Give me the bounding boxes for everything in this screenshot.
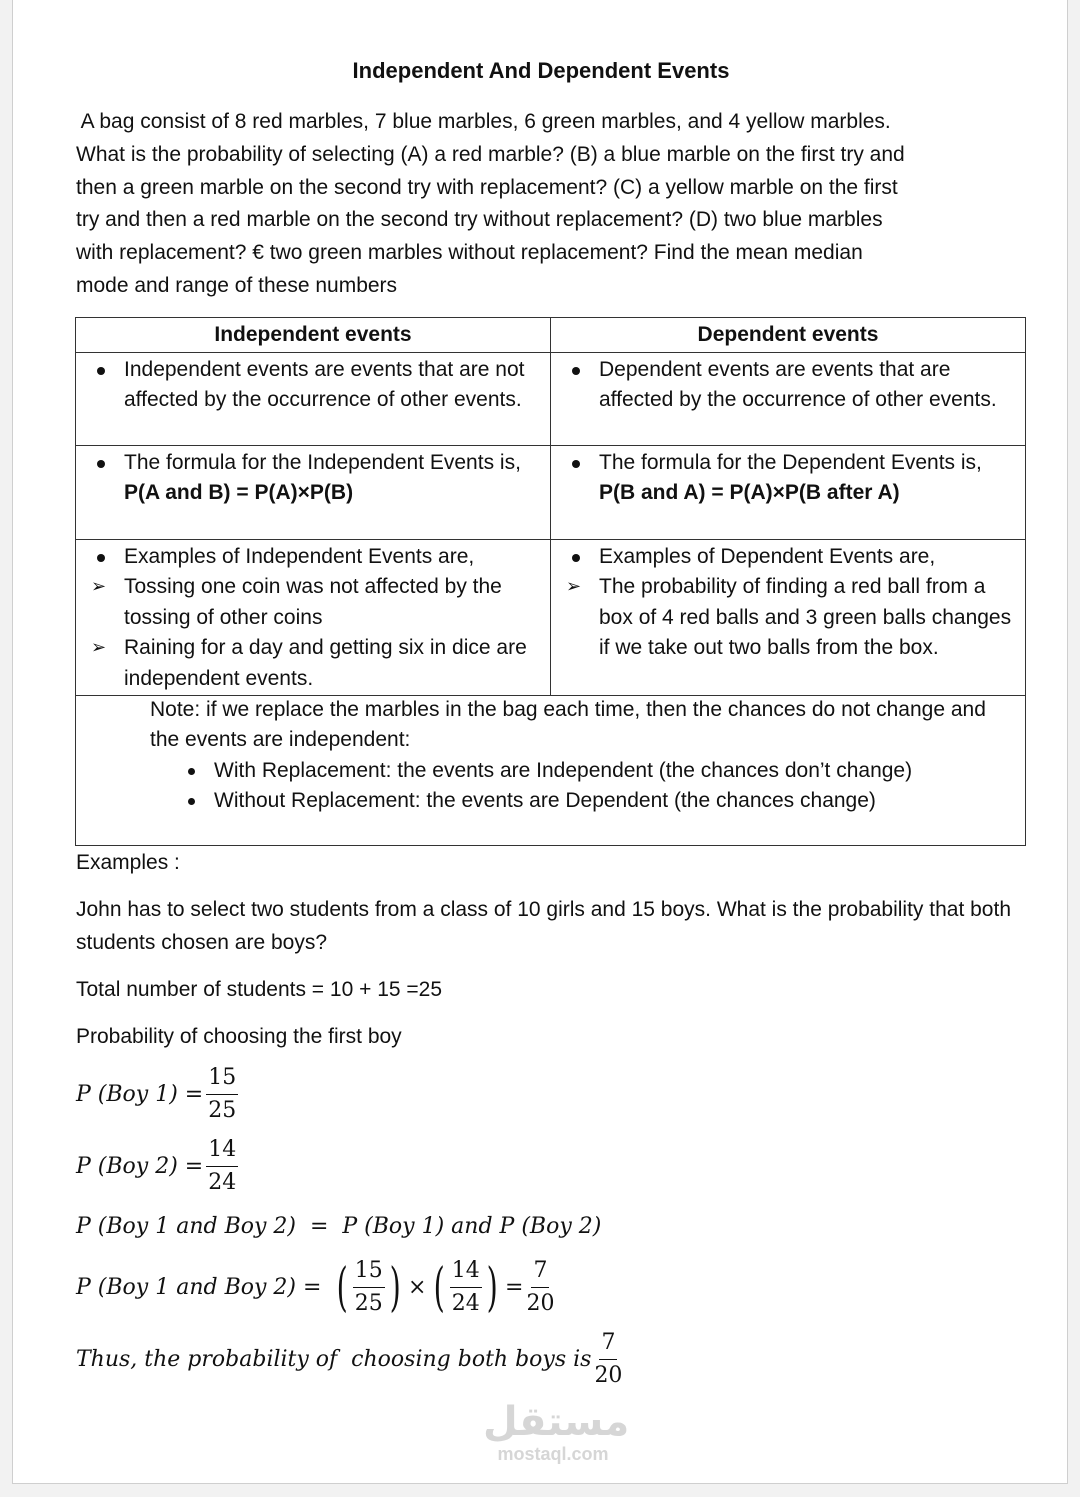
header-dependent: Dependent events bbox=[551, 318, 1026, 353]
intro-line: A bag consist of 8 red marbles, 7 blue marbles, 6 green marbles, and 4 yellow marbles. bbox=[76, 110, 891, 133]
independent-formula-cell bbox=[76, 446, 551, 540]
fraction-numerator: 7 bbox=[599, 1330, 617, 1360]
left-paren: ( bbox=[336, 1257, 349, 1318]
p-boy2-equation bbox=[76, 1137, 241, 1196]
note-list bbox=[214, 756, 912, 817]
paren-fraction-14-24 bbox=[429, 1258, 502, 1317]
p-boy2-label: P (Boy 2) = bbox=[76, 1154, 204, 1179]
fraction-denominator: 24 bbox=[451, 1291, 480, 1316]
dependent-definition-cell bbox=[551, 353, 1026, 446]
intro-line: What is the probability of selecting (A) a red marble? (B) a blue marble on the first try and bbox=[76, 142, 905, 166]
independent-examples-cell bbox=[76, 540, 551, 696]
independent-formula-intro: The formula for the Independent Events is, bbox=[124, 451, 521, 474]
calc-label: P (Boy 1 and Boy 2) = bbox=[76, 1275, 322, 1300]
dependent-definition: Dependent events are events that are affected by the occurrence of other events. bbox=[599, 355, 1019, 416]
and-equation: P (Boy 1 and Boy 2) = P (Boy 1) and P (Boy 2) bbox=[76, 1214, 602, 1239]
intro-paragraph bbox=[76, 106, 1006, 303]
right-paren: ) bbox=[486, 1257, 498, 1318]
note-item: With Replacement: the events are Independent (the chances don’t change) bbox=[214, 756, 912, 786]
fraction-denominator: 25 bbox=[354, 1291, 383, 1316]
independent-formula-item bbox=[124, 448, 544, 509]
independent-definition-cell bbox=[76, 353, 551, 446]
left-paren: ( bbox=[434, 1257, 446, 1318]
events-table bbox=[75, 317, 1026, 696]
fraction-denominator: 20 bbox=[594, 1363, 623, 1388]
calc-equation bbox=[76, 1258, 557, 1317]
equals-sign: = bbox=[505, 1275, 524, 1300]
dependent-formula-intro: The formula for the Dependent Events is, bbox=[599, 451, 982, 474]
independent-example-item: ➢ Tossing one coin was not affected by the tossing of other coins bbox=[124, 572, 544, 633]
dependent-formula-cell bbox=[551, 446, 1026, 540]
intro-line: mode and range of these numbers bbox=[76, 273, 398, 297]
independent-examples-intro: Examples of Independent Events are, bbox=[124, 542, 544, 572]
dependent-examples-intro: Examples of Dependent Events are, bbox=[599, 542, 1019, 572]
conclusion-text: Thus, the probability of choosing both boys is bbox=[76, 1347, 592, 1372]
calc-fraction-1 bbox=[353, 1258, 385, 1317]
total-students-line: Total number of students = 10 + 15 =25 bbox=[76, 978, 443, 1001]
independent-formula: P(A and B) = P(A)×P(B) bbox=[124, 481, 354, 505]
note-box bbox=[75, 692, 1026, 846]
conclusion-equation bbox=[76, 1330, 625, 1389]
document-page bbox=[12, 0, 1068, 1484]
intro-line: try and then a red marble on the second try without replacement? (D) two blue marbles bbox=[76, 208, 883, 232]
p-boy1-fraction bbox=[206, 1065, 238, 1124]
watermark-latin: mostaql.com bbox=[497, 1444, 609, 1464]
mostaql-watermark bbox=[483, 1399, 630, 1464]
paren-fraction-15-25 bbox=[332, 1258, 405, 1317]
fraction-numerator: 15 bbox=[206, 1065, 238, 1095]
fraction-denominator: 24 bbox=[208, 1170, 237, 1195]
conclusion-fraction bbox=[594, 1330, 622, 1389]
header-independent: Independent events bbox=[76, 318, 551, 353]
note-text: Note: if we replace the marbles in the bag each time, then the chances do not change and the events are independent: bbox=[150, 698, 986, 752]
calc-fraction-2 bbox=[450, 1258, 482, 1317]
p-boy1-label: P (Boy 1) = bbox=[76, 1082, 204, 1107]
fraction-numerator: 14 bbox=[450, 1258, 482, 1288]
p-boy2-fraction bbox=[206, 1137, 238, 1196]
first-boy-line: Probability of choosing the first boy bbox=[76, 1025, 402, 1048]
fraction-denominator: 20 bbox=[526, 1291, 555, 1316]
right-paren: ) bbox=[389, 1257, 401, 1318]
dependent-formula: P(B and A) = P(A)×P(B after A) bbox=[599, 481, 900, 505]
dependent-formula-item bbox=[599, 448, 1019, 509]
fraction-numerator: 14 bbox=[206, 1137, 238, 1167]
watermark-arabic: مستقل bbox=[483, 1399, 630, 1445]
fraction-numerator: 7 bbox=[531, 1258, 549, 1288]
result-fraction bbox=[526, 1258, 554, 1317]
dependent-example-item: ➢ The probability of finding a red ball from a box of 4 red balls and 3 green balls changes if we take out two balls from the box. bbox=[599, 572, 1019, 663]
dependent-examples-cell bbox=[551, 540, 1026, 696]
note-item: Without Replacement: the events are Dependent (the chances change) bbox=[214, 786, 912, 816]
intro-line: then a green marble on the second try with replacement? (C) a yellow marble on the first bbox=[76, 175, 898, 199]
document-title: Independent And Dependent Events bbox=[352, 58, 730, 83]
p-boy1-equation bbox=[76, 1065, 241, 1124]
times-sign: × bbox=[408, 1275, 427, 1300]
independent-example-item: ➢ Raining for a day and getting six in dice are independent events. bbox=[124, 633, 544, 694]
intro-line: with replacement? € two green marbles without replacement? Find the mean median bbox=[76, 241, 863, 265]
examples-heading: Examples : bbox=[76, 851, 180, 874]
fraction-denominator: 25 bbox=[208, 1098, 237, 1123]
fraction-numerator: 15 bbox=[353, 1258, 385, 1288]
independent-definition: Independent events are events that are not affected by the occurrence of other events. bbox=[124, 355, 544, 416]
problem-statement: John has to select two students from a class of 10 girls and 15 boys. What is the probability that both students chosen are boys? bbox=[76, 898, 1012, 954]
